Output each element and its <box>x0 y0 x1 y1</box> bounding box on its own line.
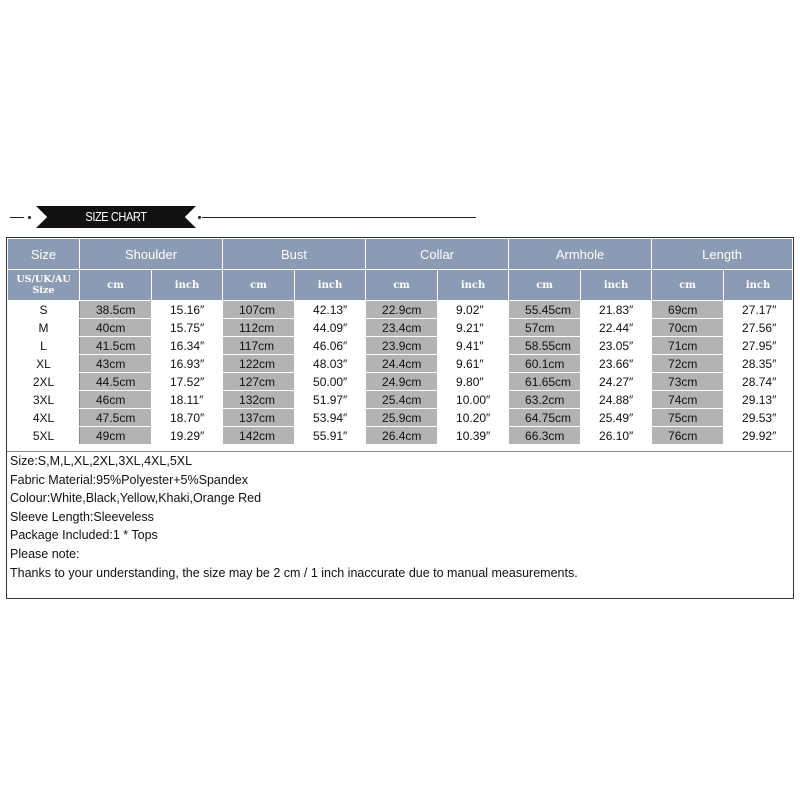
info-package: Package Included:1 * Tops <box>10 528 158 543</box>
cm-value-cell: 23.4cm <box>366 319 438 337</box>
inch-value-cell: 19.29″ <box>152 427 223 445</box>
unit-cm-header: cm <box>223 270 295 301</box>
cm-value-cell: 47.5cm <box>80 409 152 427</box>
inch-value-cell: 27.56″ <box>724 319 793 337</box>
banner-dot <box>198 216 201 219</box>
inch-value-cell: 18.70″ <box>152 409 223 427</box>
cm-value-cell: 22.9cm <box>366 301 438 319</box>
inch-value-cell: 50.00″ <box>295 373 366 391</box>
unit-cm-header: cm <box>509 270 581 301</box>
info-fabric: Fabric Material:95%Polyester+5%Spandex <box>10 472 248 487</box>
inch-value-cell: 29.53″ <box>724 409 793 427</box>
inch-value-cell: 25.49″ <box>581 409 652 427</box>
unit-inch-header: inch <box>438 270 509 301</box>
unit-inch-header: inch <box>152 270 223 301</box>
cm-value-cell: 69cm <box>652 301 724 319</box>
cm-value-cell: 72cm <box>652 355 724 373</box>
length-header: Length <box>652 239 793 270</box>
inch-value-cell: 15.75″ <box>152 319 223 337</box>
cm-value-cell: 70cm <box>652 319 724 337</box>
cm-value-cell: 41.5cm <box>80 337 152 355</box>
cm-value-cell: 127cm <box>223 373 295 391</box>
inch-value-cell: 48.03″ <box>295 355 366 373</box>
inch-value-cell: 10.39″ <box>438 427 509 445</box>
inch-value-cell: 28.74″ <box>724 373 793 391</box>
inch-value-cell: 44.09″ <box>295 319 366 337</box>
table-row <box>8 355 793 373</box>
cm-value-cell: 23.9cm <box>366 337 438 355</box>
size-cell: 5XL <box>8 427 80 445</box>
inch-value-cell: 55.91″ <box>295 427 366 445</box>
inch-value-cell: 9.21″ <box>438 319 509 337</box>
inch-value-cell: 10.00″ <box>438 391 509 409</box>
inch-value-cell: 46.06″ <box>295 337 366 355</box>
table-row <box>8 373 793 391</box>
cm-value-cell: 142cm <box>223 427 295 445</box>
cm-value-cell: 38.5cm <box>80 301 152 319</box>
size-cell: S <box>8 301 80 319</box>
table-row <box>8 301 793 319</box>
inch-value-cell: 21.83″ <box>581 301 652 319</box>
cm-value-cell: 137cm <box>223 409 295 427</box>
product-info <box>7 451 792 598</box>
cm-value-cell: 63.2cm <box>509 391 581 409</box>
table-row <box>8 409 793 427</box>
banner-right-line <box>202 217 476 218</box>
cm-value-cell: 25.9cm <box>366 409 438 427</box>
inch-value-cell: 16.34″ <box>152 337 223 355</box>
inch-value-cell: 16.93″ <box>152 355 223 373</box>
size-cell: 4XL <box>8 409 80 427</box>
info-sleeve: Sleeve Length:Sleeveless <box>10 509 154 524</box>
cm-value-cell: 64.75cm <box>509 409 581 427</box>
size-cell: 2XL <box>8 373 80 391</box>
bust-header: Bust <box>223 239 366 270</box>
inch-value-cell: 9.61″ <box>438 355 509 373</box>
inch-value-cell: 51.97″ <box>295 391 366 409</box>
shoulder-header: Shoulder <box>80 239 223 270</box>
table-row <box>8 391 793 409</box>
banner-left-line <box>10 217 24 218</box>
cm-value-cell: 61.65cm <box>509 373 581 391</box>
cm-value-cell: 26.4cm <box>366 427 438 445</box>
cm-value-cell: 71cm <box>652 337 724 355</box>
inch-value-cell: 9.02″ <box>438 301 509 319</box>
armhole-header: Armhole <box>509 239 652 270</box>
unit-cm-header: cm <box>80 270 152 301</box>
table-row <box>8 337 793 355</box>
table-row <box>8 319 793 337</box>
size-chart-banner <box>8 200 478 234</box>
size-cell: XL <box>8 355 80 373</box>
inch-value-cell: 17.52″ <box>152 373 223 391</box>
cm-value-cell: 57cm <box>509 319 581 337</box>
inch-value-cell: 53.94″ <box>295 409 366 427</box>
cm-value-cell: 60.1cm <box>509 355 581 373</box>
info-colour: Colour:White,Black,Yellow,Khaki,Orange Red <box>10 491 262 506</box>
info-note-label: Please note: <box>10 546 80 561</box>
cm-value-cell: 43cm <box>80 355 152 373</box>
banner-title: SIZE CHART <box>85 209 147 224</box>
collar-header: Collar <box>366 239 509 270</box>
inch-value-cell: 22.44″ <box>581 319 652 337</box>
cm-value-cell: 25.4cm <box>366 391 438 409</box>
cm-value-cell: 73cm <box>652 373 724 391</box>
cm-value-cell: 24.4cm <box>366 355 438 373</box>
info-sizes: Size:S,M,L,XL,2XL,3XL,4XL,5XL <box>10 454 193 468</box>
unit-cm-header: cm <box>366 270 438 301</box>
size-cell: 3XL <box>8 391 80 409</box>
cm-value-cell: 107cm <box>223 301 295 319</box>
cm-value-cell: 46cm <box>80 391 152 409</box>
unit-inch-header: inch <box>295 270 366 301</box>
inch-value-cell: 26.10″ <box>581 427 652 445</box>
cm-value-cell: 117cm <box>223 337 295 355</box>
unit-header-row <box>8 270 793 301</box>
cm-value-cell: 40cm <box>80 319 152 337</box>
inch-value-cell: 23.05″ <box>581 337 652 355</box>
inch-value-cell: 23.66″ <box>581 355 652 373</box>
inch-value-cell: 9.80″ <box>438 373 509 391</box>
cm-value-cell: 76cm <box>652 427 724 445</box>
size-cell: L <box>8 337 80 355</box>
cm-value-cell: 44.5cm <box>80 373 152 391</box>
inch-value-cell: 27.95″ <box>724 337 793 355</box>
cm-value-cell: 75cm <box>652 409 724 427</box>
inch-value-cell: 10.20″ <box>438 409 509 427</box>
unit-cm-header: cm <box>652 270 724 301</box>
inch-value-cell: 18.11″ <box>152 391 223 409</box>
inch-value-cell: 15.16″ <box>152 301 223 319</box>
banner-dot <box>28 216 31 219</box>
inch-value-cell: 29.13″ <box>724 391 793 409</box>
info-note-text: Thanks to your understanding, the size may be 2 cm / 1 inch inaccurate due to manual measurements. <box>10 565 578 580</box>
size-subheader: US/UK/AU Size <box>8 270 80 301</box>
size-cell: M <box>8 319 80 337</box>
inch-value-cell: 27.17″ <box>724 301 793 319</box>
inch-value-cell: 9.41″ <box>438 337 509 355</box>
unit-inch-header: inch <box>581 270 652 301</box>
inch-value-cell: 42.13″ <box>295 301 366 319</box>
cm-value-cell: 24.9cm <box>366 373 438 391</box>
cm-value-cell: 66.3cm <box>509 427 581 445</box>
inch-value-cell: 24.88″ <box>581 391 652 409</box>
inch-value-cell: 29.92″ <box>724 427 793 445</box>
size-table <box>7 238 793 445</box>
inch-value-cell: 28.35″ <box>724 355 793 373</box>
unit-inch-header: inch <box>724 270 793 301</box>
table-row <box>8 427 793 445</box>
cm-value-cell: 49cm <box>80 427 152 445</box>
cm-value-cell: 132cm <box>223 391 295 409</box>
inch-value-cell: 24.27″ <box>581 373 652 391</box>
cm-value-cell: 55.45cm <box>509 301 581 319</box>
cm-value-cell: 58.55cm <box>509 337 581 355</box>
size-chart <box>6 237 794 599</box>
cm-value-cell: 112cm <box>223 319 295 337</box>
group-header-row <box>8 239 793 270</box>
cm-value-cell: 74cm <box>652 391 724 409</box>
size-header: Size <box>8 239 80 270</box>
cm-value-cell: 122cm <box>223 355 295 373</box>
